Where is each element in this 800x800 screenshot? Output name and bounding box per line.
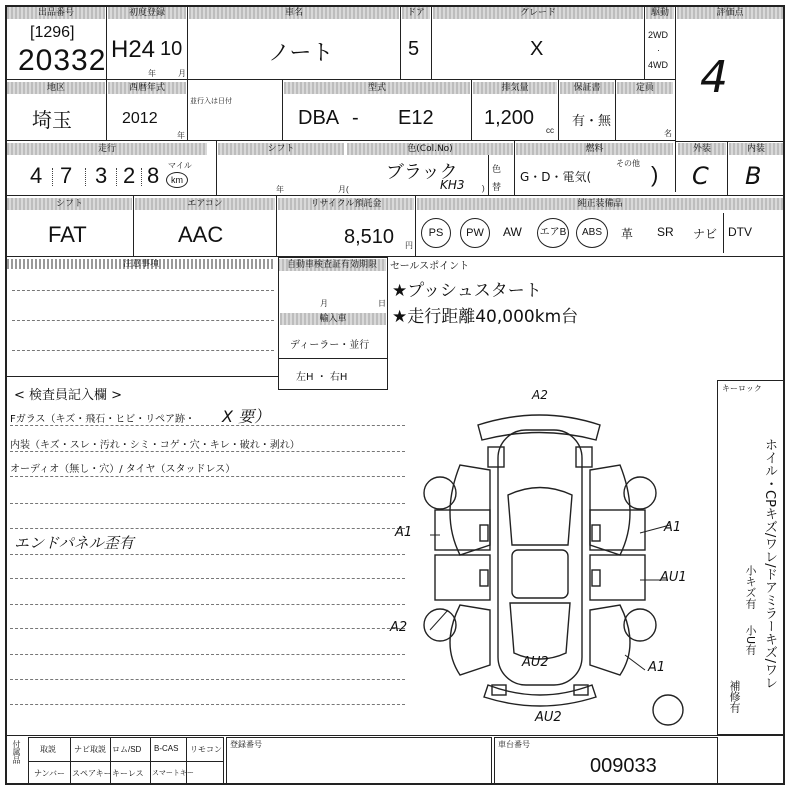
mark-bottom-au2: AU2 (535, 710, 562, 725)
lot-code: [1296] (30, 24, 75, 41)
year-model-value: 2012 (122, 110, 158, 127)
equip-airbag: エアB (537, 218, 569, 248)
equip-pw: PW (460, 218, 490, 248)
shift-type-header: シフト (7, 198, 132, 210)
key-lock-header: キーロック (722, 384, 762, 393)
displacement-value: 1,200 (484, 107, 535, 129)
capacity-unit: 名 (664, 129, 672, 138)
footer-chassis-no: 009033 (590, 755, 657, 777)
year-model-header: 西暦年式 (108, 82, 186, 94)
model-prefix: DBA (298, 107, 340, 129)
displacement-header: 排気量 (473, 82, 557, 94)
mark-rear-au2: AU2 (522, 655, 549, 670)
footer-spare-key: スペアキー (72, 769, 112, 778)
side-note-main: ホイル・CPキズ/ワレ/ドアミラーキズ/ワレ (762, 438, 777, 690)
warranty-header: 保証書 (560, 82, 614, 94)
mileage-unit-km: km (166, 172, 188, 188)
import-header: 輸入車 (280, 313, 386, 325)
footer-manual: 取説 (40, 745, 56, 754)
doors-header: ドア (402, 7, 430, 19)
drive-2wd: 2WD (648, 30, 668, 40)
lot-no-header: 出品番号 (7, 7, 105, 19)
aircon-value: AAC (178, 222, 224, 247)
recycle-header: リサイクル預託金 (278, 198, 414, 210)
equip-aw: AW (503, 225, 522, 239)
drive-4wd: 4WD (648, 60, 668, 70)
footer-rom-sd: ロム/SD (112, 745, 142, 754)
mileage-digit-2: 7 (60, 163, 73, 188)
color-header: 色(Col.No) (347, 143, 513, 155)
lot-number: 20332 (18, 44, 107, 77)
inspector-line-3: オーディオ（無し・穴）/ タイヤ（スタッドレス） (10, 464, 236, 475)
inspector-title: < 検査員記入欄 > (14, 388, 123, 403)
equip-ps: PS (421, 218, 451, 248)
color-label-top: 色 (492, 164, 502, 174)
sales-point-2: ★走行距離40,000km台 (392, 307, 579, 327)
aircon-header: エアコン (135, 198, 275, 210)
mark-left-a1: A1 (395, 525, 413, 540)
shift-value: FAT (48, 222, 87, 247)
import-dealer: ディーラー・並行 (290, 340, 370, 351)
mark-top: A2 (532, 388, 548, 402)
expiry-day: 日 (378, 299, 386, 308)
grade-value: X (530, 38, 544, 60)
footer-keyless: キーレス (112, 769, 144, 778)
shift-header: シフト (218, 143, 344, 155)
equip-dtv: DTV (728, 225, 752, 239)
inspector-line-1-hand: X 要） (222, 407, 271, 426)
displacement-unit: cc (546, 126, 554, 135)
inspection-tsuki: 月( (338, 185, 349, 194)
exterior-value: C (692, 162, 709, 190)
region-value: 埼玉 (32, 108, 72, 132)
expiry-month: 月 (320, 299, 328, 308)
mileage-digit-3: 3 (95, 163, 108, 188)
footer-number: ナンバー (34, 769, 66, 778)
footer-smart-key: スマートキー (152, 770, 194, 777)
auction-sheet: 出品番号 初度登録 車名 ドア グレード 駆動 評価点 [1296] 20332 H24 10 年 月 ノート 5 X 2WD · 4WD 4 地区 西暦年式 型式 排気量 保証書 定員 埼玉 2012 年 並行入は日付 DBA - E12 1,200 cc 有・無 名 走行 シフト 色(Col.No) 燃料 外装 内装 4 7 3 2 8 マイル km 年 月( ) ブラック KH3 色 替 G・D・電気( その他 ) C B シフト エアコン リサイクル預託金 純正装備品 FAT AAC 8,510 円 PS PW AW エアB ABS 革 SR ナビ DTV 注意事項 自動車検査証有効期限 セールスポイント 月 日 輸入車 ディーラー・並行 左H ・ 右H ★プッシュスタート ★走行距離40,000km台 < 検査員記入欄 > Fガラス（キズ・飛石・ヒビ・リペア跡・ X 要） 内装（キズ・スレ・汚れ・シミ・コゲ・穴・キレ・破れ・剥れ） オーディオ（無し・穴）/ タイヤ（スタッドレス） エンドパネル歪有 A2 A1 A1 AU1 A2 AU2 A1 AU2 キーロック ホイル・CPキズ/ワレ/ドアミラーキズ/ワレ 小キズ有 小U有 補修有 付属品 取説 ナビ取説 ロム/SD B-CAS リモコン ナンバー スペアキー キーレス スマートキー 登録番号 車台番号 009033 (0, 0, 800, 800)
color-label-bottom: 替 (492, 182, 502, 192)
equip-abs: ABS (576, 218, 608, 248)
color-name: ブラック (386, 162, 458, 183)
import-handle: 左H ・ 右H (296, 372, 348, 383)
model-dash: - (352, 107, 359, 129)
sales-point-1: ★プッシュスタート (392, 281, 542, 301)
warranty-value: 有・無 (572, 114, 612, 129)
region-header: 地区 (7, 82, 105, 94)
capacity-header: 定員 (617, 82, 673, 94)
notes-header: 注意事項 (7, 259, 275, 269)
sales-point-header: セールスポイント (390, 261, 470, 272)
interior-value: B (745, 162, 762, 190)
mark-left-a2: A2 (390, 620, 408, 635)
fuel-header: 燃料 (516, 143, 673, 155)
score-value: 4 (700, 52, 728, 103)
car-diagram (400, 385, 720, 730)
year-model-unit: 年 (177, 131, 185, 140)
interior-header: 内装 (729, 143, 783, 155)
first-reg-header: 初度登録 (108, 7, 186, 19)
color-code: KH3 (440, 178, 465, 192)
recycle-value: 8,510 (344, 226, 395, 248)
footer-reg-label: 登録番号 (230, 740, 262, 749)
footer-bcas: B-CAS (154, 744, 179, 753)
first-reg-nen: 年 (148, 69, 156, 78)
equip-navi: ナビ (693, 227, 718, 241)
mileage-digit-5: 8 (147, 163, 160, 188)
expiry-header: 自動車検査証有効期限 (278, 259, 386, 271)
fuel-text: G・D・電気( (520, 170, 592, 184)
footer-navi-manual: ナビ取説 (74, 745, 106, 754)
mileage-unit-mile: マイル (168, 161, 192, 170)
car-name-header: 車名 (189, 7, 399, 19)
first-reg-tsuki: 月 (178, 69, 186, 78)
equipment-header: 純正装備品 (417, 198, 783, 210)
model-type-header: 型式 (284, 82, 470, 94)
exterior-header: 外装 (678, 143, 726, 155)
model-code: E12 (398, 107, 434, 129)
side-note-repaired: 補修有 (728, 680, 741, 713)
inspection-close: ) (482, 184, 485, 193)
inspector-handwritten: エンドパネル歪有 (14, 534, 134, 552)
footer-chassis-label: 車台番号 (498, 740, 530, 749)
mileage-digit-1: 4 (30, 163, 43, 188)
mileage-digit-4: 2 (123, 163, 136, 188)
equip-leather: 革 (621, 227, 634, 241)
first-reg-year: H24 (111, 36, 156, 63)
grade-header: グレード (433, 7, 643, 19)
footer-remote: リモコン (190, 745, 222, 754)
footer-side-label: 付属品 (12, 740, 21, 764)
inspector-line-2: 内装（キズ・スレ・汚れ・シミ・コゲ・穴・キレ・破れ・剥れ） (10, 440, 300, 451)
fuel-close: ) (651, 162, 659, 187)
inspection-nen: 年 (276, 185, 284, 194)
mark-right-au1: AU1 (660, 570, 687, 585)
doors-value: 5 (408, 38, 420, 60)
mileage-header: 走行 (7, 143, 207, 155)
score-header: 評価点 (677, 7, 783, 19)
side-note-small-dent: 小U有 (744, 625, 757, 656)
mark-rear-a1: A1 (648, 660, 666, 675)
side-note-small-scratch: 小キズ有 (744, 565, 757, 609)
equip-sr: SR (657, 225, 674, 239)
drive-header: 駆動 (646, 7, 674, 19)
inspector-line-1: Fガラス（キズ・飛石・ヒビ・リペア跡・ (10, 414, 196, 425)
recycle-unit: 円 (405, 241, 413, 250)
mark-right-a1: A1 (664, 520, 682, 535)
import-note: 並行入は日付 (190, 98, 232, 105)
fuel-other: その他 (616, 159, 640, 168)
first-reg-month: 10 (160, 38, 183, 60)
car-name: ノート (268, 41, 334, 66)
